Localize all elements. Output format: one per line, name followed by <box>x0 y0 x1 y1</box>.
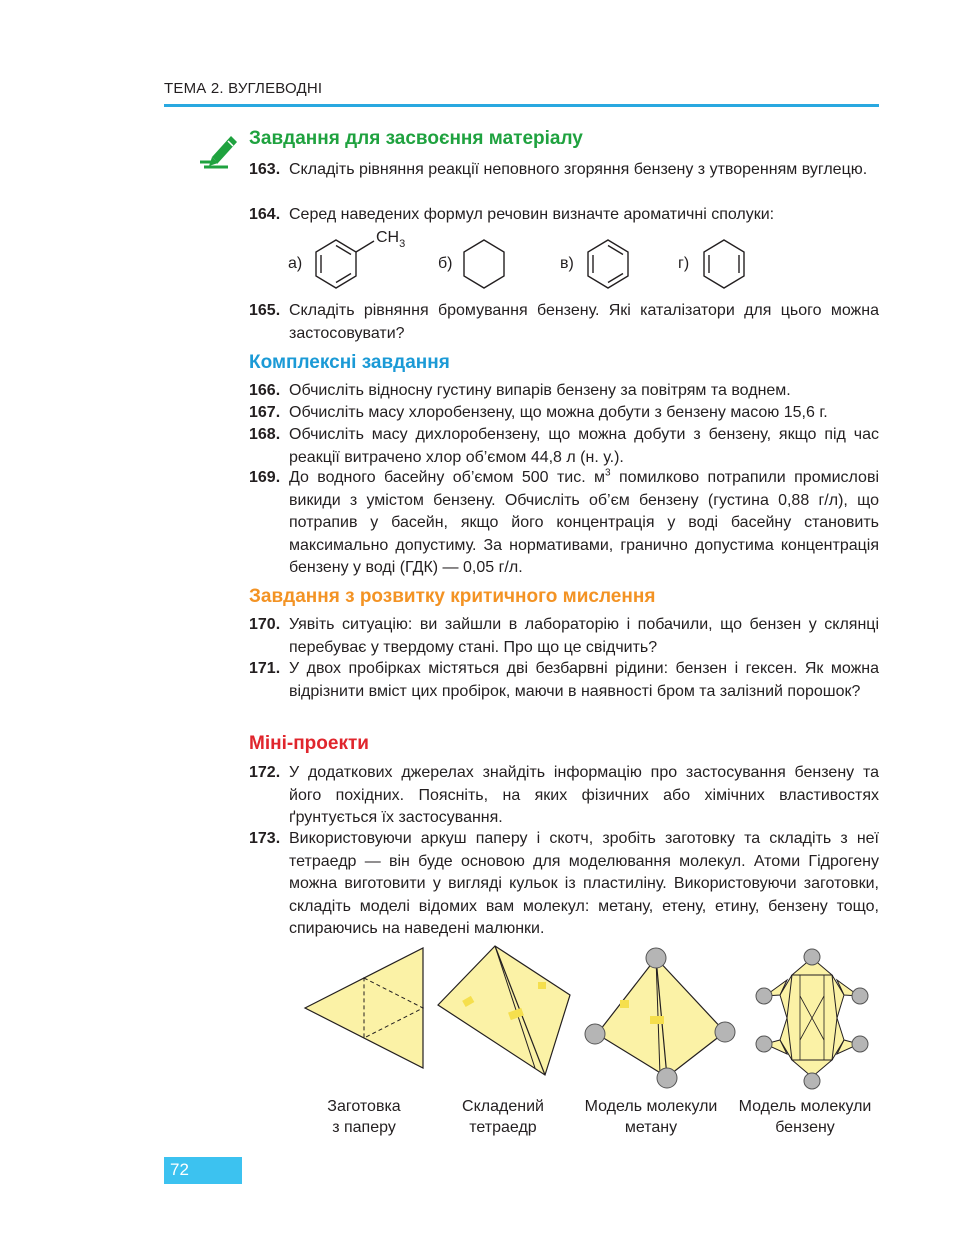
task-170 <box>249 614 879 659</box>
task-text: У додаткових джерелах знайдіть інформацію про застосування бензену та його похідних. Поясніть, на яких фізичних або хімічних властивостях ґрунтується їх застосування. <box>289 764 879 826</box>
toluene-structure <box>308 228 418 298</box>
section-heading-mini-projects: Міні-проекти <box>249 733 369 754</box>
task-number: 169. <box>249 469 281 486</box>
benzene-structure <box>578 228 642 298</box>
task-number: 170. <box>249 616 281 633</box>
task-text: Уявіть ситуацію: ви зайшли в лабораторію і побачили, що бензен у склянці перебуває у твердому стані. Про що це свідчить? <box>289 616 879 656</box>
task-text: До водного басейну об’ємом 500 тис. $м^3$ помилково потрапили промислові викиди з умістом бензену. Обчисліть об’єм бензену (густина 0,88 г/л), що потрапив у басейн, якщо його концентрація у воді басейну становить максимально допустиму. За нормативами, гранично допустима концентрація бензену у воді (ГДК) — 0,05 г/л. <box>289 467 880 576</box>
task-number: 172. <box>249 764 281 781</box>
caption-methane-model: Модель молекули метану <box>584 1098 718 1136</box>
task-166 <box>249 380 879 403</box>
caption-paper-template: Заготовка з паперу <box>327 1098 401 1136</box>
task-text: Складіть рівняння реакції неповного згоряння бензену з утворенням вуглецю. <box>289 161 868 178</box>
task-number: 173. <box>249 830 281 847</box>
section-heading-complex: Комплексні завдання <box>249 352 450 373</box>
task-163 <box>249 159 879 182</box>
task-text: Обчисліть відносну густину випарів бензену за повітрям та воднем. <box>289 382 791 399</box>
methane-model-figure <box>578 940 738 1095</box>
task-167 <box>249 402 879 425</box>
caption-assembled-tetrahedron: Складений тетраедр <box>462 1098 544 1136</box>
section-heading-practice: Завдання для засвоєння матеріалу <box>249 128 583 149</box>
formula-label-a: а) <box>288 255 303 272</box>
benzene-model-figure <box>752 940 872 1095</box>
task-text: У двох пробірках містяться дві безбарвні рідини: бензен і гексен. Як можна відрізнити вміст цих пробірок, маючи в наявності бром та залізний порошок? <box>289 660 879 700</box>
task-text: Використовуючи аркуш паперу і скотч, зробіть заготовку та складіть з неї тетраедр — він буде основою для моделювання молекул. Атоми Гідрогену можна виготовити у вигляді кульок із пластиліну. Використовуючи заготовки, складіть моделі відомих вам молекул: метану, етену, етину, бензену тощо, спираючись на наведені малюнки. <box>289 830 879 937</box>
assembled-tetrahedron-figure <box>433 940 578 1090</box>
header-rule <box>164 104 879 107</box>
section-heading-critical-thinking: Завдання з розвитку критичного мислення <box>249 586 656 607</box>
formula-label-b: б) <box>438 255 453 272</box>
task-text: Обчисліть масу хлоробензену, що можна добути з бензену масою 15,6 г. <box>289 404 828 421</box>
task-text: Обчисліть масу дихлоробензену, що можна добути з бензену, якщо під час реакції витрачено хлор об’ємом 44,8 л (н. у.). <box>289 426 879 466</box>
structural-formulas <box>288 228 768 298</box>
task-171 <box>249 658 879 703</box>
formula-label-c: в) <box>560 255 574 272</box>
running-header: ТЕМА 2. ВУГЛЕВОДНІ <box>164 80 323 97</box>
task-number: 166. <box>249 382 281 399</box>
methyl-group-label: $CH_3$ <box>376 229 406 250</box>
page-number: 72 <box>170 1160 189 1179</box>
page-number-box <box>164 1157 242 1184</box>
cyclohexane-structure <box>454 228 518 298</box>
cyclohexadiene-structure <box>694 228 758 298</box>
task-text: Складіть рівняння бромування бензену. Які каталізатори для цього можна застосовувати? <box>289 302 879 342</box>
task-169 <box>249 467 879 580</box>
caption-benzene-model: Модель молекули бензену <box>738 1098 872 1136</box>
task-172 <box>249 762 879 830</box>
pencil-icon <box>198 131 240 169</box>
task-164 <box>249 204 879 227</box>
task-number: 164. <box>249 206 281 223</box>
task-number: 163. <box>249 161 281 178</box>
task-number: 171. <box>249 660 281 677</box>
paper-template-figure <box>300 940 430 1090</box>
task-168 <box>249 424 879 469</box>
task-173 <box>249 828 879 941</box>
task-number: 168. <box>249 426 281 443</box>
task-text: Серед наведених формул речовин визначте ароматичні сполуки: <box>289 206 775 223</box>
task-number: 167. <box>249 404 281 421</box>
formula-label-d: г) <box>678 255 690 272</box>
task-165 <box>249 300 879 345</box>
task-number: 165. <box>249 302 281 319</box>
